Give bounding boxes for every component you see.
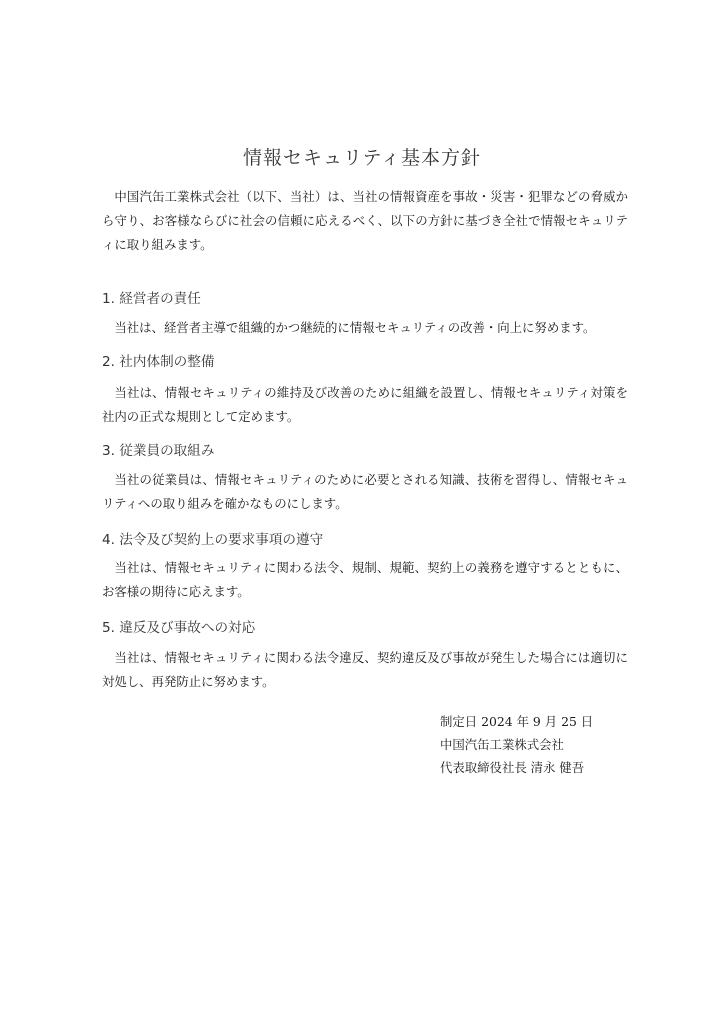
intro-paragraph: 中国汽缶工業株式会社（以下、当社）は、当社の情報資産を事故・災害・犯罪などの脅威から守り、お客様ならびに社会の信頼に応えるべく、以下の方針に基づき全社で情報セキュリティに取り組みます。 [102,189,628,252]
section-heading-5: 5. 違反及び事故への対応 [102,620,256,636]
section-body-4: 当社は、情報セキュリティに関わる法令、規制、規範、契約上の義務を遵守するとともに、お客様の期待に応えます。 [102,560,628,599]
representative-name: 代表取締役社長 清永 健吾 [440,760,585,775]
signature-block [440,710,593,779]
page-title: 情報セキュリティ基本方針 [242,147,482,169]
section-heading-2: 2. 社内体制の整備 [102,354,215,370]
enactment-date: 制定日 2024 年 9 月 25 日 [440,714,594,729]
section-heading-3: 3. 従業員の取組み [102,443,215,459]
section-body-2: 当社は、情報セキュリティの維持及び改善のために組織を設置し、情報セキュリティ対策を社内の正式な規則として定めます。 [102,385,628,424]
company-name: 中国汽缶工業株式会社 [440,737,564,752]
section-body-1: 当社は、経営者主導で組織的かつ継続的に情報セキュリティの改善・向上に努めます。 [114,320,596,335]
section-heading-1: 1. 経営者の責任 [102,291,201,307]
section-heading-4: 4. 法令及び契約上の要求事項の遵守 [102,532,324,548]
section-body-3: 当社の従業員は、情報セキュリティのために必要とされる知識、技術を習得し、情報セキュリティへの取り組みを確かなものにします。 [102,472,628,511]
section-body-5: 当社は、情報セキュリティに関わる法令違反、契約違反及び事故が発生した場合には適切に対処し、再発防止に努めます。 [102,650,628,689]
